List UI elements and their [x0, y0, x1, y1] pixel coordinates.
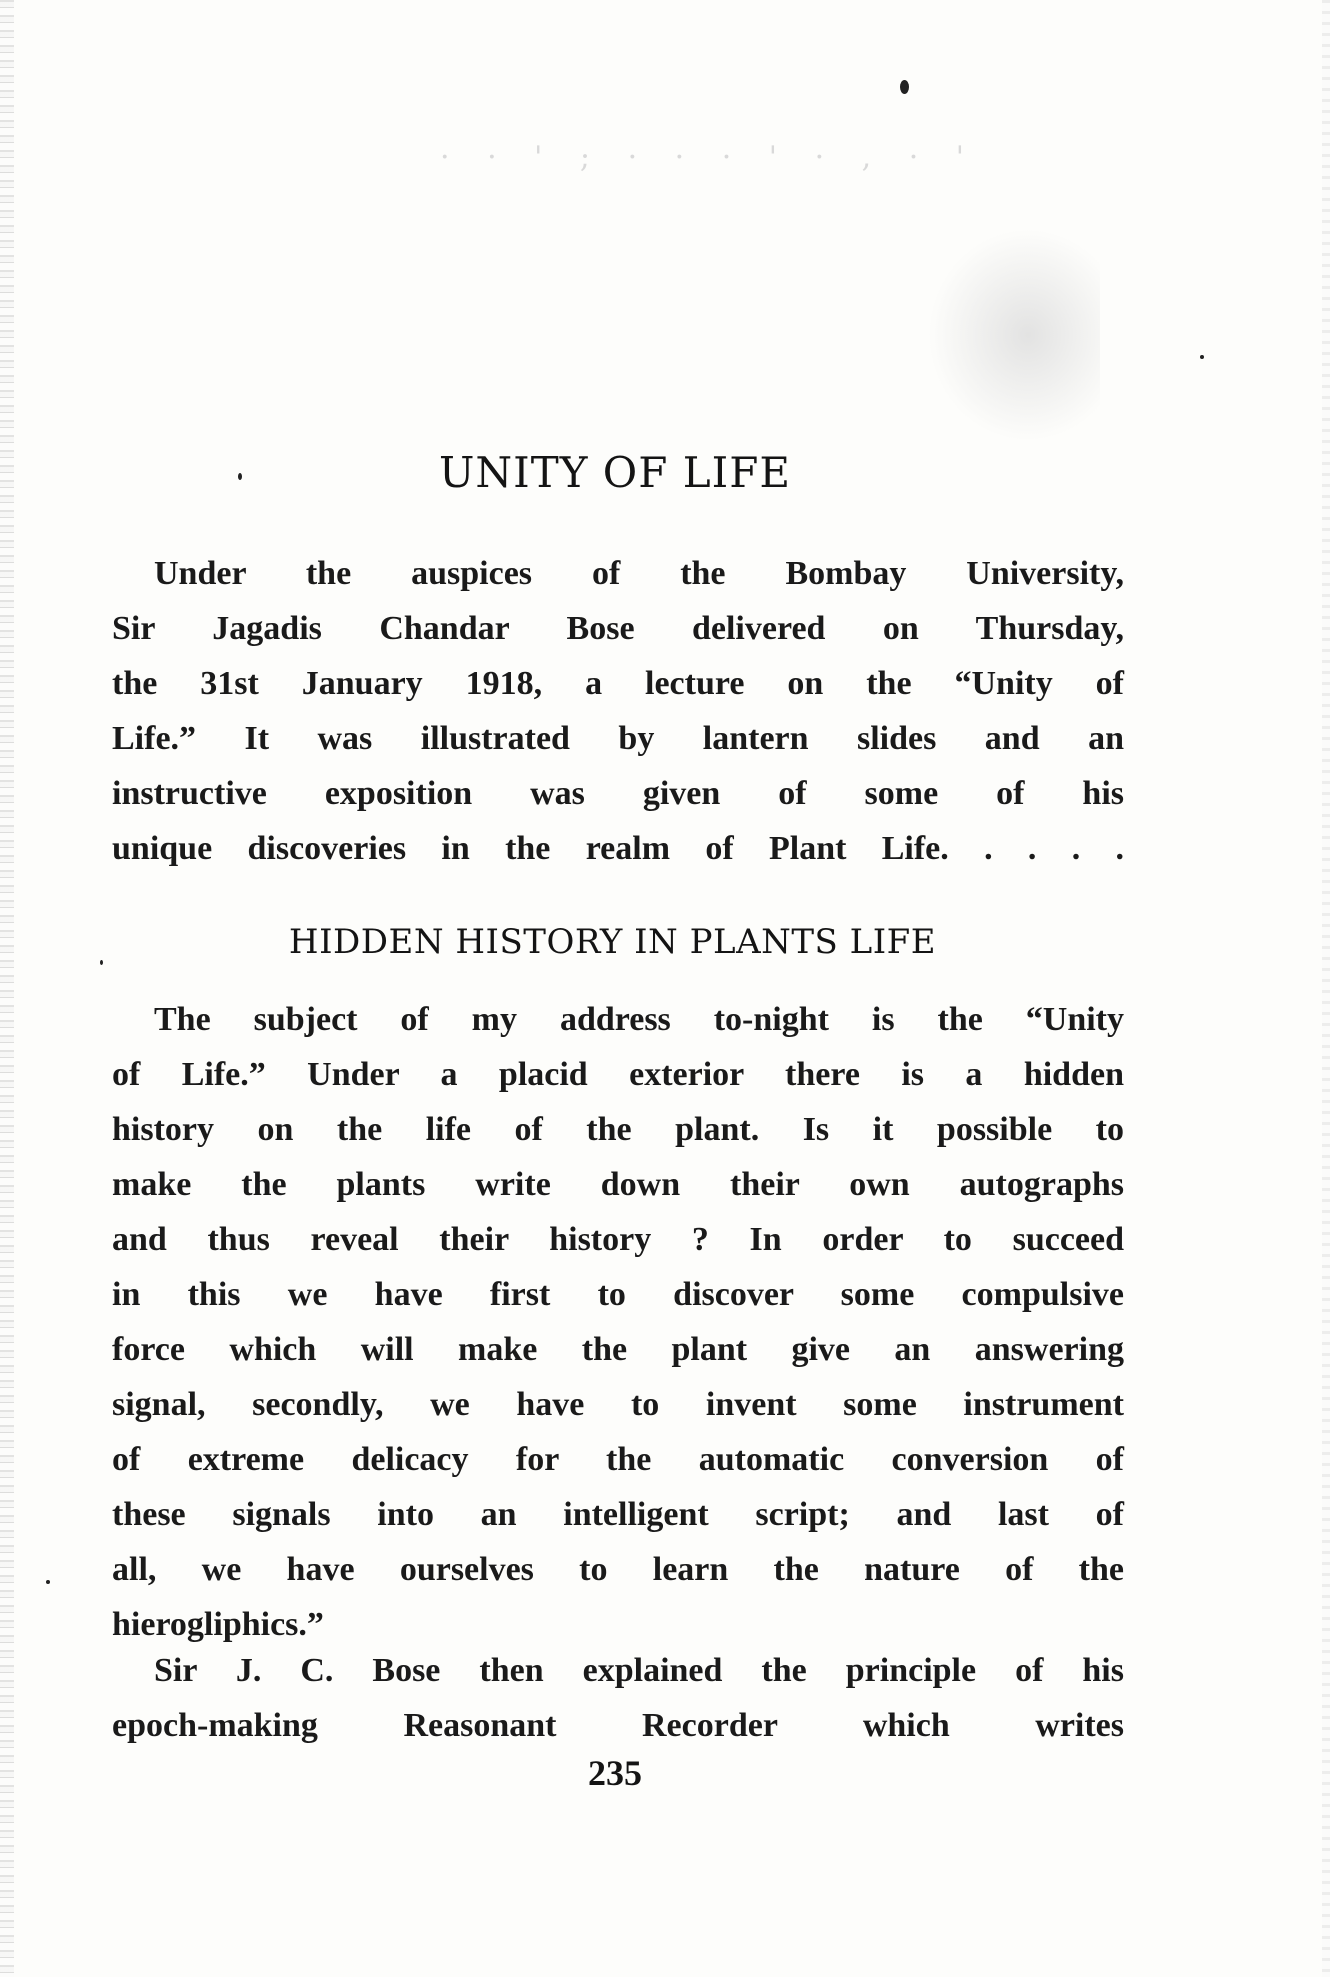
text-line: unique discoveries in the realm of Plant Life. . . . .: [112, 830, 1124, 867]
text-line: signal, secondly, we have to invent some instrument: [112, 1386, 1124, 1423]
show-through-text: · · ' ; · · · ' · , · ': [440, 140, 979, 175]
text-line: these signals into an intelligent script; and last of: [112, 1496, 1124, 1533]
text-line: Sir J. C. Bose then explained the principle of his: [154, 1652, 1124, 1689]
text-line: the 31st January 1918, a lecture on the “Unity of: [112, 665, 1124, 702]
text-line: instructive exposition was given of some of his: [112, 775, 1124, 812]
text-line: Sir Jagadis Chandar Bose delivered on Thursday,: [112, 610, 1124, 647]
text-line: history on the life of the plant. Is it possible to: [112, 1111, 1124, 1148]
text-line: Under the auspices of the Bombay University,: [154, 555, 1124, 592]
text-line: and thus reveal their history ? In order to succeed: [112, 1221, 1124, 1258]
text-line: hierogliphics.”: [112, 1606, 324, 1643]
continuation-paragraph: [112, 1643, 1124, 1753]
show-through-smudge: [920, 220, 1100, 450]
chapter-title: UNITY OF LIFE: [438, 448, 792, 497]
text-line: of Life.” Under a placid exterior there is a hidden: [112, 1056, 1124, 1093]
ink-speck: [1200, 355, 1204, 359]
text-line: epoch-making Reasonant Recorder which writes: [112, 1707, 1124, 1744]
intro-paragraph: [112, 546, 1124, 876]
ink-speck: [900, 80, 909, 94]
ink-speck: [46, 1580, 50, 1584]
page-number: 235: [588, 1753, 642, 1793]
text-line: of extreme delicacy for the automatic conversion of: [112, 1441, 1124, 1478]
address-paragraph: [112, 992, 1124, 1652]
text-line: in this we have first to discover some compulsive: [112, 1276, 1124, 1313]
text-line: make the plants write down their own autographs: [112, 1166, 1124, 1203]
text-line: Life.” It was illustrated by lantern slides and an: [112, 720, 1124, 757]
text-line: force which will make the plant give an answering: [112, 1331, 1124, 1368]
scan-edge-right: [1322, 0, 1330, 1977]
section-heading: HIDDEN HISTORY IN PLANTS LIFE: [288, 922, 937, 962]
scan-edge-left: [0, 0, 14, 1977]
text-line: The subject of my address to-night is the “Unity: [154, 1001, 1124, 1038]
text-line: all, we have ourselves to learn the nature of the: [112, 1551, 1124, 1588]
